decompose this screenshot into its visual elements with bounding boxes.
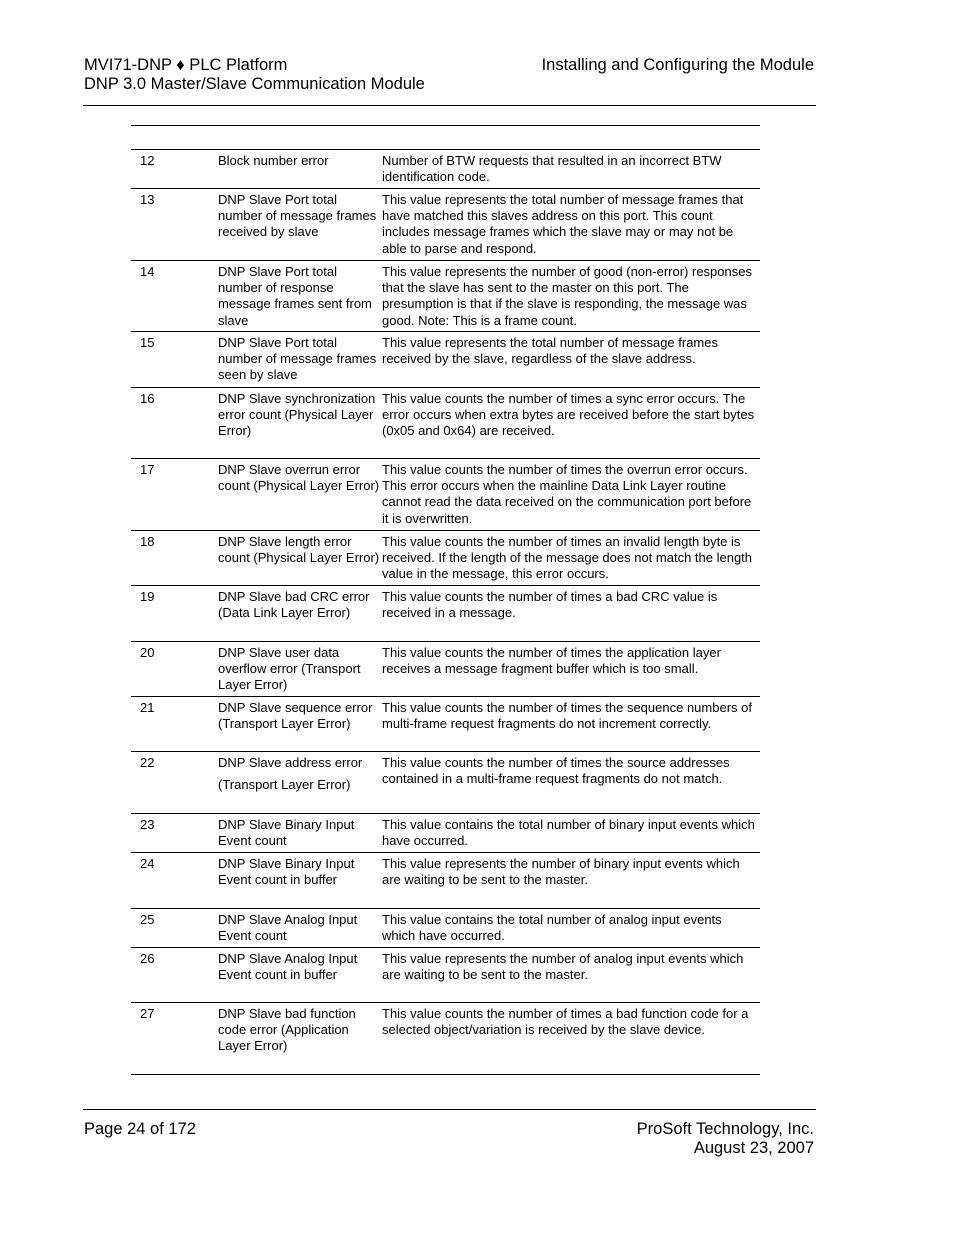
document-subtitle: DNP 3.0 Master/Slave Communication Module [84, 75, 425, 93]
table-row [131, 853, 760, 909]
row-name: DNP Slave address error [218, 755, 363, 770]
table-row [131, 459, 760, 531]
table-row [131, 948, 760, 1003]
row-name: DNP Slave Binary Input Event count in buffer [218, 856, 355, 888]
page-number: Page 24 of 172 [84, 1120, 196, 1138]
table-row [131, 150, 760, 189]
section-title: Installing and Configuring the Module [541, 56, 814, 74]
table-row [131, 388, 760, 459]
row-name: DNP Slave Analog Input Event count in buffer [218, 951, 358, 983]
row-number: 22 [140, 755, 155, 770]
header-divider [83, 105, 816, 106]
row-number: 19 [140, 589, 155, 604]
row-description: This value represents the total number of message frames that have matched this slaves address on this port. This count includes message frames which the slave may or may not be able to parse and respond. [382, 192, 744, 256]
row-number: 24 [140, 856, 155, 871]
row-name: DNP Slave user data overflow error (Transport Layer Error) [218, 645, 361, 693]
company-name: ProSoft Technology, Inc. [636, 1120, 814, 1138]
row-description: This value represents the total number of message frames received by the slave, regardless of the slave address. [382, 335, 718, 367]
table-row [131, 332, 760, 388]
row-number: 23 [140, 817, 155, 832]
row-description: This value counts the number of times the application layer receives a message fragment buffer which is too small. [382, 645, 721, 677]
row-description: This value counts the number of times a bad function code for a selected object/variation is received by the slave device. [382, 1006, 749, 1038]
row-name: DNP Slave Port total number of response message frames sent from slave [218, 264, 372, 328]
row-number: 17 [140, 462, 155, 477]
row-number: 27 [140, 1006, 155, 1021]
table-header-row [131, 126, 760, 150]
table-row [131, 189, 760, 261]
row-name-cell [218, 755, 382, 813]
row-description: This value contains the total number of binary input events which have occurred. [382, 817, 755, 849]
row-description: Number of BTW requests that resulted in an incorrect BTW identification code. [382, 153, 722, 185]
row-number: 13 [140, 192, 155, 207]
row-name: DNP Slave bad CRC error (Data Link Layer Error) [218, 589, 370, 621]
row-description: This value counts the number of times a sync error occurs. The error occurs when extra bytes are received before the start bytes (0x05 and 0x64) are received. [382, 391, 755, 439]
row-name: DNP Slave sequence error (Transport Layer Error) [218, 700, 373, 732]
row-description: This value contains the total number of analog input events which have occurred. [382, 912, 722, 944]
page-header [84, 56, 814, 94]
row-number: 20 [140, 645, 155, 660]
publish-date: August 23, 2007 [693, 1139, 814, 1157]
table-row [131, 814, 760, 853]
row-name-note: (Transport Layer Error) [218, 777, 351, 793]
row-name: DNP Slave overrun error count (Physical Layer Error) [218, 462, 380, 494]
page-footer [84, 1120, 814, 1157]
row-name: DNP Slave synchronization error count (Physical Layer Error) [218, 391, 376, 439]
row-description: This value represents the number of analog input events which are waiting to be sent to the master. [382, 951, 744, 983]
row-number: 21 [140, 700, 155, 715]
table-row [131, 531, 760, 586]
row-name: DNP Slave Port total number of message frames seen by slave [218, 335, 377, 383]
row-description: This value counts the number of times the source addresses contained in a multi-frame request fragments do not match. [382, 755, 730, 787]
table-row [131, 697, 760, 752]
row-description: This value counts the number of times the overrun error occurs. This error occurs when the mainline Data Link Layer routine cannot read the data received on the communication port before it is overwritten. [382, 462, 752, 526]
row-name: DNP Slave bad function code error (Application Layer Error) [218, 1006, 356, 1054]
footer-right [637, 1120, 814, 1158]
status-table [131, 125, 760, 1075]
row-number: 18 [140, 534, 155, 549]
row-description: This value represents the number of binary input events which are waiting to be sent to the master. [382, 856, 740, 888]
row-description: This value represents the number of good (non-error) responses that the slave has sent to the master on this port. The presumption is that if the slave is responding, the message was good. Note: This is a frame count. [382, 264, 752, 328]
document-title: MVI71-DNP ♦ PLC Platform [84, 56, 288, 74]
row-description: This value counts the number of times the sequence numbers of multi-frame request fragments do not increment correctly. [382, 700, 752, 732]
row-name: DNP Slave Port total number of message frames received by slave [218, 192, 377, 240]
row-name: DNP Slave Analog Input Event count [218, 912, 358, 944]
footer-divider [83, 1109, 816, 1110]
row-name: DNP Slave Binary Input Event count [218, 817, 355, 849]
row-number: 14 [140, 264, 155, 279]
row-description: This value counts the number of times a bad CRC value is received in a message. [382, 589, 718, 621]
row-number: 16 [140, 391, 155, 406]
row-number: 15 [140, 335, 155, 350]
row-name: Block number error [218, 153, 329, 168]
row-description: This value counts the number of times an invalid length byte is received. If the length of the message does not match the length value in the message, this error occurs. [382, 534, 753, 582]
table-row [131, 642, 760, 697]
table-row [131, 1003, 760, 1075]
table-row [131, 261, 760, 332]
row-name: DNP Slave length error count (Physical Layer Error) [218, 534, 380, 566]
table-row [131, 752, 760, 814]
row-number: 26 [140, 951, 155, 966]
table-row [131, 586, 760, 642]
table-row [131, 909, 760, 948]
row-number: 25 [140, 912, 155, 927]
row-number: 12 [140, 153, 155, 168]
